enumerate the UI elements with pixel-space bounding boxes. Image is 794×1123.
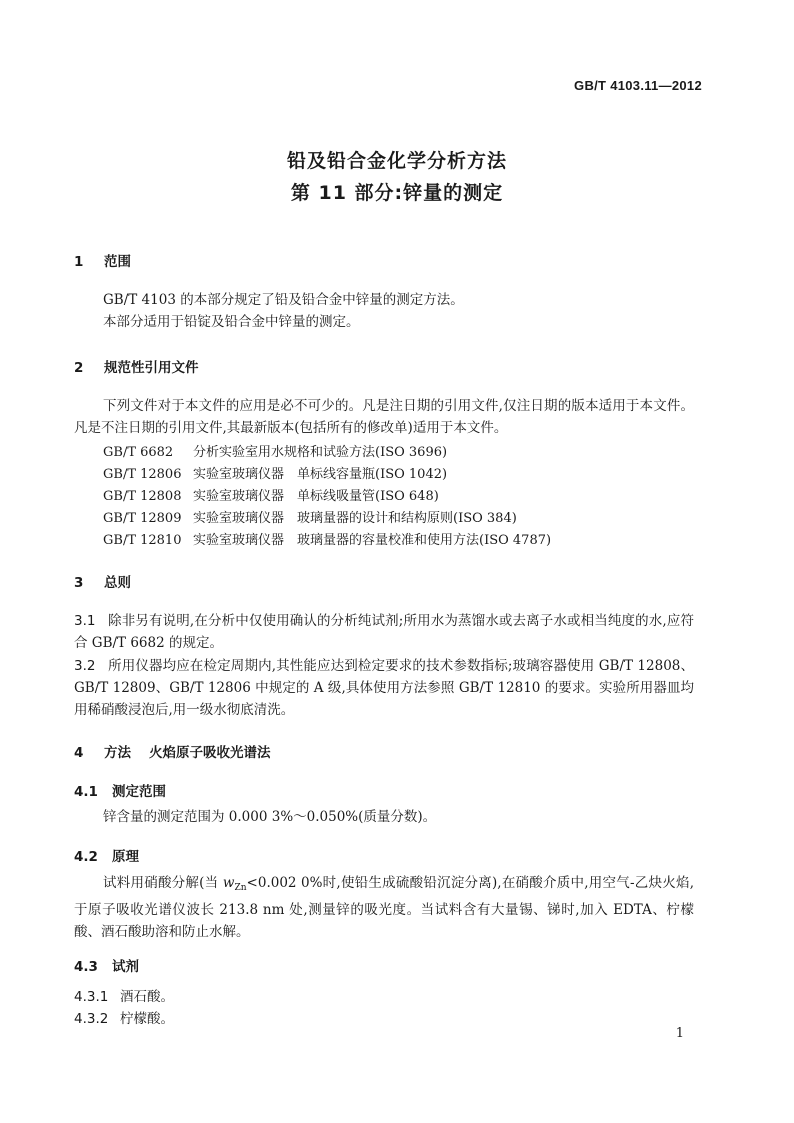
section-title: 测定范围 bbox=[112, 784, 166, 800]
reference-code: GB/T 12809 bbox=[103, 511, 182, 526]
reference-row bbox=[103, 507, 517, 526]
reference-title: 实验室玻璃仪器 玻璃量器的容量校准和使用方法(ISO 4787) bbox=[193, 533, 552, 548]
reference-code: GB/T 12808 bbox=[103, 489, 182, 504]
document-title-line1: 铅及铅合金化学分析方法 bbox=[286, 150, 507, 172]
reference-title: 实验室玻璃仪器 单标线容量瓶(ISO 1042) bbox=[193, 467, 448, 482]
reference-code: GB/T 12806 bbox=[103, 467, 182, 482]
section-2-intro: 下列文件对于本文件的应用是必不可少的。凡是注日期的引用文件,仅注日期的版本适用于本文件。凡是不注日期的引用文件,其最新版本(包括所有的修改单)适用于本文件。 bbox=[74, 398, 694, 436]
reagent-number: 4.3.2 bbox=[74, 1011, 109, 1027]
reference-title: 实验室玻璃仪器 玻璃量器的设计和结构原则(ISO 384) bbox=[193, 511, 517, 526]
reference-code: GB/T 6682 bbox=[103, 445, 174, 460]
section-subtitle: 火焰原子吸收光谱法 bbox=[149, 745, 271, 761]
section-number: 3 bbox=[74, 575, 84, 591]
section-1-heading bbox=[74, 250, 131, 270]
reagent-4-3-1 bbox=[74, 986, 174, 1008]
section-4-3-heading bbox=[74, 955, 139, 975]
section-title: 原理 bbox=[112, 849, 139, 865]
section-4-heading bbox=[74, 741, 271, 761]
reagent-4-3-2 bbox=[74, 1008, 174, 1030]
clause-text: 所用仪器均应在检定周期内,其性能应达到检定要求的技术参数指标;玻璃容器使用 GB/T 12808、GB/T 12809、GB/T 12806 中规定的 A 级,具体使用方法参照 GB/T 12810 的要求。实验所用器皿均用稀硝酸浸泡后,用一级水彻底清洗。 bbox=[74, 658, 694, 718]
page-number: 1 bbox=[675, 1026, 684, 1041]
section-number: 4.1 bbox=[74, 784, 98, 800]
mass-fraction-subscript: Zn bbox=[234, 883, 247, 893]
section-title: 总则 bbox=[104, 575, 131, 591]
reference-row bbox=[103, 529, 551, 548]
reference-row bbox=[103, 441, 447, 460]
principle-text-a: 试料用硝酸分解(当 bbox=[103, 875, 223, 891]
principle-text-b: <0.002 0%时,使铅生成硫酸铅沉淀分离),在硝酸介质中,用空气-乙炔火焰,于原子吸收光谱仪波长 213.8 nm 处,测量锌的吸光度。当试料含有大量锡、锑时,加入 EDTA、柠檬酸、酒石酸助溶和防止水解。 bbox=[74, 875, 694, 940]
section-4-2-text bbox=[74, 872, 694, 943]
section-4-1-text: 锌含量的测定范围为 0.000 3%～0.050%(质量分数)。 bbox=[103, 809, 437, 825]
section-1-paragraph-1: GB/T 4103 的本部分规定了铅及铅合金中锌量的测定方法。 bbox=[103, 292, 464, 308]
document-title-line2: 第 11 部分:锌量的测定 bbox=[290, 182, 504, 204]
reagent-name: 柠檬酸。 bbox=[120, 1011, 174, 1027]
clause-3-1 bbox=[74, 610, 694, 654]
mass-fraction-symbol: w bbox=[222, 875, 235, 891]
reference-title: 实验室玻璃仪器 单标线吸量管(ISO 648) bbox=[193, 489, 439, 504]
section-title: 规范性引用文件 bbox=[104, 360, 199, 376]
reference-title: 分析实验室用水规格和试验方法(ISO 3696) bbox=[193, 445, 448, 460]
section-4-1-heading bbox=[74, 780, 166, 800]
reference-row bbox=[103, 485, 439, 504]
reagent-number: 4.3.1 bbox=[74, 989, 109, 1005]
section-1-paragraph-2: 本部分适用于铅锭及铅合金中锌量的测定。 bbox=[103, 314, 360, 330]
clause-number: 3.2 bbox=[74, 658, 96, 674]
clause-text: 除非另有说明,在分析中仅使用确认的分析纯试剂;所用水为蒸馏水或去离子水或相当纯度的水,应符合 GB/T 6682 的规定。 bbox=[74, 613, 694, 651]
section-number: 1 bbox=[74, 254, 84, 270]
reference-row bbox=[103, 463, 447, 482]
section-title: 方法 bbox=[104, 745, 131, 761]
section-number: 4.3 bbox=[74, 959, 98, 975]
section-number: 2 bbox=[74, 360, 84, 376]
clause-3-2 bbox=[74, 655, 694, 721]
standard-code: GB/T 4103.11—2012 bbox=[574, 78, 702, 93]
section-2-heading bbox=[74, 356, 199, 376]
clause-number: 3.1 bbox=[74, 613, 96, 629]
section-number: 4 bbox=[74, 745, 84, 761]
section-4-2-heading bbox=[74, 845, 139, 865]
section-3-heading bbox=[74, 571, 131, 591]
section-title: 试剂 bbox=[112, 959, 139, 975]
section-number: 4.2 bbox=[74, 849, 98, 865]
reference-code: GB/T 12810 bbox=[103, 533, 182, 548]
section-title: 范围 bbox=[104, 254, 131, 270]
reagent-name: 酒石酸。 bbox=[120, 989, 174, 1005]
